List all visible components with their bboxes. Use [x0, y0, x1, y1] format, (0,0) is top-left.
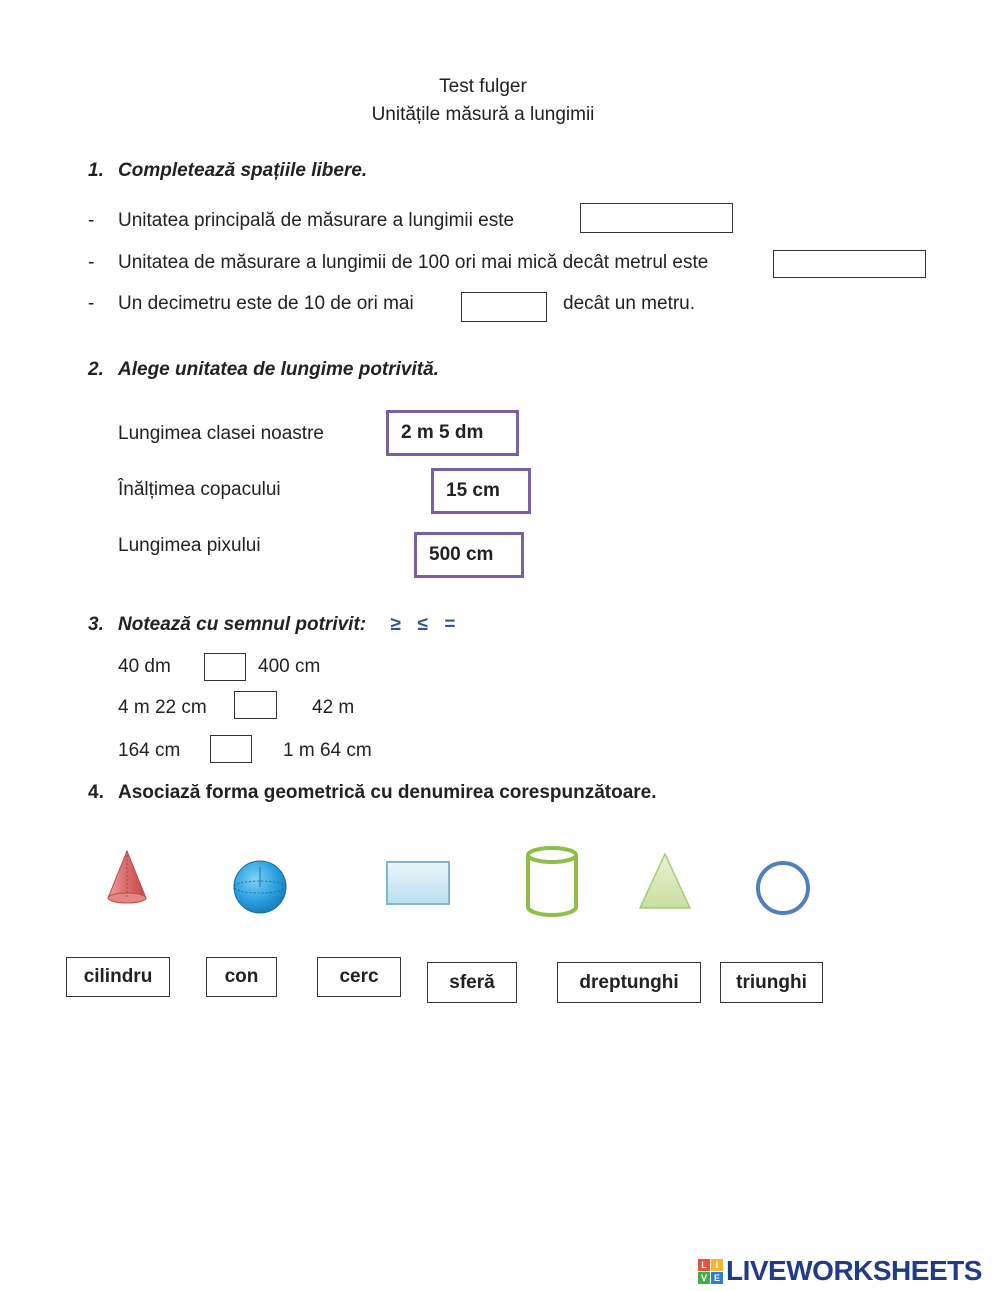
q2-option-1[interactable]: 2 m 5 dm [386, 410, 519, 456]
triangle-icon[interactable] [636, 850, 694, 912]
q3-row-1-left: 40 dm [118, 656, 171, 677]
q3-number: 3. [88, 614, 104, 635]
q2-label-2: Înălțimea copacului [118, 479, 281, 500]
q3-row-3-left: 164 cm [118, 740, 181, 761]
q2-number: 2. [88, 359, 104, 380]
q3-row-3-right: 1 m 64 cm [283, 740, 372, 761]
label-con[interactable]: con [206, 957, 277, 997]
q3-sign-field-1[interactable] [204, 653, 246, 681]
liveworksheets-logo[interactable] [698, 1255, 982, 1287]
q3-sign-field-2[interactable] [234, 691, 277, 719]
q3-title: Notează cu semnul potrivit: [118, 614, 367, 635]
logo-letter-v: V [698, 1272, 710, 1284]
q2-option-2[interactable]: 15 cm [431, 468, 531, 514]
q2-label-1: Lungimea clasei noastre [118, 423, 324, 444]
q1-line-1: Unitatea principală de măsurare a lungimii este [118, 210, 515, 231]
label-dreptunghi[interactable]: dreptunghi [557, 962, 701, 1003]
label-sfera[interactable]: sferă [427, 962, 517, 1003]
logo-letter-i: I [711, 1259, 723, 1271]
q4-title: Asociază forma geometrică cu denumirea corespunzătoare. [118, 782, 657, 803]
q2-label-3: Lungimea pixului [118, 535, 261, 556]
label-cerc[interactable]: cerc [317, 957, 401, 997]
q4-number: 4. [88, 782, 104, 803]
cone-icon[interactable] [104, 848, 150, 906]
logo-mark-icon [698, 1259, 723, 1284]
page-title: Test fulger [439, 76, 527, 97]
q1-line-2: Unitatea de măsurare a lungimii de 100 ori mai mică decât metrul este [118, 252, 709, 273]
q1-line-3-after: decât un metru. [563, 293, 696, 314]
q3-symbols: ≥ ≤ = [390, 614, 458, 635]
q1-answer-field-1[interactable] [580, 203, 733, 233]
q1-dash-3: - [88, 293, 95, 314]
q1-dash-2: - [88, 252, 95, 273]
q2-option-3[interactable]: 500 cm [414, 532, 524, 578]
circle-icon[interactable] [754, 859, 812, 917]
page-subtitle: Unitățile măsură a lungimii [371, 104, 595, 125]
q3-sign-field-3[interactable] [210, 735, 252, 763]
cylinder-icon[interactable] [524, 845, 580, 919]
q1-line-3: Un decimetru este de 10 de ori mai [118, 293, 414, 314]
q3-row-2-right: 42 m [312, 697, 355, 718]
q1-title: Completează spațiile libere. [118, 160, 368, 181]
q3-row-2-left: 4 m 22 cm [118, 697, 207, 718]
q1-answer-field-2[interactable] [773, 250, 926, 278]
brand-name: LIVEWORKSHEETS [726, 1255, 982, 1286]
label-cilindru[interactable]: cilindru [66, 957, 170, 997]
q3-row-1-right: 400 cm [258, 656, 321, 677]
rectangle-icon[interactable] [384, 859, 452, 907]
sphere-icon[interactable] [232, 859, 288, 915]
q2-title: Alege unitatea de lungime potrivită. [118, 359, 439, 380]
logo-letter-l: L [698, 1259, 710, 1271]
logo-letter-e: E [711, 1272, 723, 1284]
label-triunghi[interactable]: triunghi [720, 962, 823, 1003]
q1-number: 1. [88, 160, 104, 181]
q1-answer-field-3[interactable] [461, 292, 547, 322]
q1-dash-1: - [88, 210, 95, 231]
